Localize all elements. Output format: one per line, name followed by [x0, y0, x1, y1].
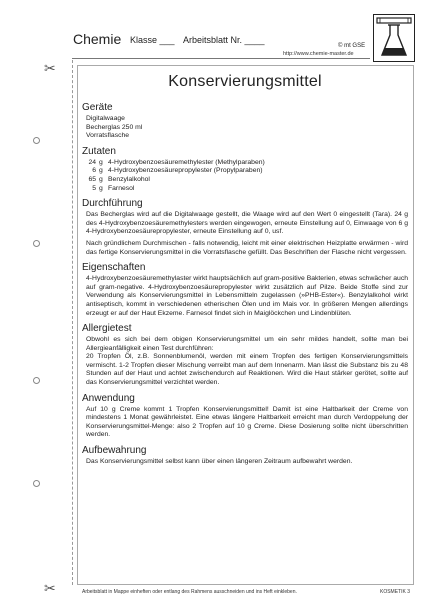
list-item [86, 185, 408, 194]
section-heading-anwendung: Anwendung [82, 392, 135, 404]
section-heading-durchfuehrung: Durchführung [82, 198, 143, 210]
list-item [86, 159, 408, 168]
list-item: Digitalwaage [86, 115, 125, 122]
punch-hole [33, 137, 40, 144]
paragraph: 20 Tropfen Öl, z.B. Sonnenblumenöl, werden mit einem Tropfen des fertigen Konservierungsmittels vermischt. 1-2 Tropfen dieser Mischung verreibt man auf dem Innenarm. Man lässt die Substanz bis zu 48 Stunden auf der Haut und achtet zwischendurch auf Reaktionen. Wird die Haut stärker gerötet, sollte auf das Konservierungsmittel verzichtet werden. [86, 353, 408, 387]
page-title: Konservierungsmittel [168, 73, 322, 90]
worksheet-content [82, 65, 408, 581]
website-url: http://www.chemie-master.de [283, 51, 354, 57]
punch-hole [33, 480, 40, 487]
punch-hole [33, 240, 40, 247]
subject-label: Chemie [73, 31, 122, 47]
header [0, 0, 430, 64]
section-heading-aufbewahrung: Aufbewahrung [82, 445, 147, 457]
copyright-label: © mt GSE [338, 43, 366, 49]
section-heading-geraete: Geräte [82, 102, 113, 113]
header-divider [72, 58, 370, 59]
paragraph: Nach gründlichem Durchmischen - falls notwendig, leicht mit einer elektrischen Heizplatte erwärmen - wird das fertige Konservierungsmittel in die Vorratsflasche gefüllt. Das Beschriften der Flasche nicht vergessen. [86, 239, 408, 256]
equipment-list [86, 115, 408, 141]
footer-note: Arbeitsblatt in Mappe einheften oder entlang des Rahmens ausschneiden und ins Heft einkleben. [82, 589, 297, 595]
cut-guide-line [72, 60, 74, 585]
paragraph: 4-Hydroxybenzoesäuremethylaster wirkt hauptsächlich auf gram-positive Bakterien, etwas schwächer auch auf gram-negative. 4-Hydroxybenzoesäurepropylester wirkt zusätzlich auf Pilze. Beide Stoffe sind zur Verwendung als Konservierungsmittel in Lebensmitteln zugelassen (»PHB-Ester«). Benzylalkohol wirkt antiseptisch, kommt in verschiedenen etherischen Ölen und im Mais vor. In größeren Mengen allerdings erzeugt er auf der Haut Ekzeme. Farnesol findet sich in Maiglöckchen und Lindenblüten. [86, 275, 408, 317]
ingredients-list [82, 159, 408, 193]
scissors-icon: ✂ [44, 60, 56, 76]
ingredient-amount: 24 [88, 158, 96, 166]
list-item [86, 176, 408, 185]
ingredient-unit: g [99, 167, 103, 175]
footer [82, 589, 410, 595]
list-item [86, 167, 408, 176]
ingredient-unit: g [99, 184, 103, 192]
ingredient-amount: 6 [92, 167, 96, 175]
ingredient-name: 4-Hydroxybenzoesäuremethylester (Methylparaben) [108, 158, 265, 166]
list-item: Becherglas 250 ml [86, 123, 143, 131]
ingredient-name: 4-Hydroxybenzoesäurepropylester (Propylparaben) [108, 167, 263, 175]
paragraph: Obwohl es sich bei dem obigen Konservierungsmittel um ein sehr mildes handelt, sollte man bei Allergieanfälligkeit einen Test durchführen: [86, 336, 408, 352]
ingredient-amount: 65 [88, 175, 96, 183]
scissors-icon: ✂ [44, 580, 56, 596]
section-heading-allergietest: Allergietest [82, 323, 132, 335]
flask-logo-icon [373, 14, 415, 62]
ingredient-unit: g [99, 158, 103, 166]
sheet-code: KOSMETIK 3 [379, 589, 410, 595]
ingredient-unit: g [99, 175, 103, 183]
class-field-label: Klasse ___ [130, 35, 175, 45]
ingredient-amount: 5 [92, 184, 96, 192]
section-heading-eigenschaften: Eigenschaften [82, 262, 146, 274]
list-item: Vorratsflasche [86, 132, 130, 140]
paragraph: Auf 10 g Creme kommt 1 Tropfen Konservierungsmittel! Damit ist eine Haltbarkeit der Creme von mindestens 1 Monat gewährleistet. Eine etwas längere Haltbarkeit erreicht man durch Verdoppelung der Konservierungsmittel-Menge: also 2 Tropfen auf 10 g Creme. Diese Dosierung sollte nicht überschritten werden. [86, 405, 408, 439]
sheet-number-label: Arbeitsblatt Nr. ____ [183, 35, 265, 45]
paragraph: Das Becherglas wird auf die Digitalwaage gestellt, die Waage wird auf den Wert 0 eingestellt (Tara). 24 g des 4-Hydroxybenzoesäuremethylesters werden eingewogen, erneute Einstellung auf 0, Einwaage von 6 g 4-Hydroxybenzoesäurepropylester, erneute Einstellung auf 0, usf. [86, 211, 408, 236]
paragraph: Das Konservierungsmittel selbst kann über einen längeren Zeitraum aufbewahrt werden. [86, 458, 353, 466]
punch-hole [33, 377, 40, 384]
section-heading-zutaten: Zutaten [82, 145, 116, 157]
ingredient-name: Benzylalkohol [108, 175, 150, 183]
ingredient-name: Farnesol [108, 184, 135, 192]
